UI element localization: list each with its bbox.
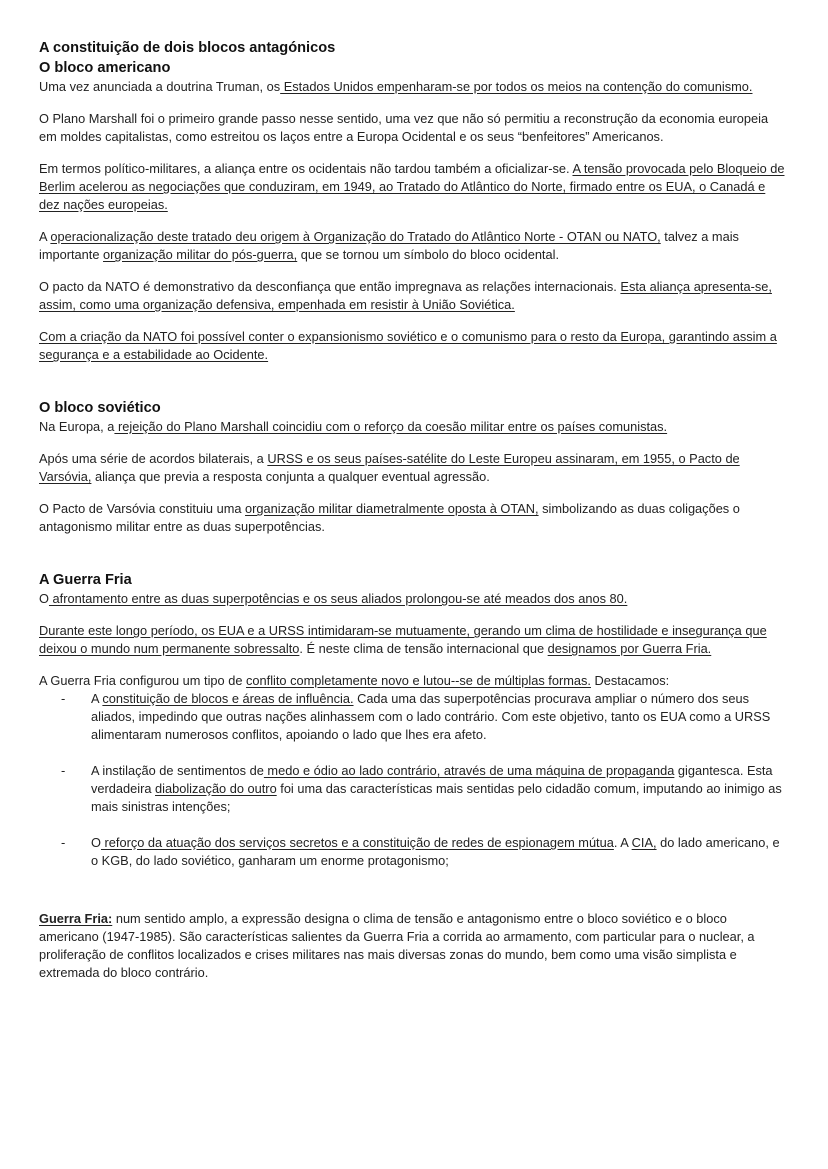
underlined-text: Estados Unidos empenharam-se por todos os meios na contenção do comunismo. [280, 79, 753, 94]
paragraph [39, 328, 789, 364]
text-run: A Guerra Fria configurou um tipo de [39, 673, 246, 688]
definition-term: Guerra Fria: [39, 911, 113, 926]
paragraph [39, 78, 789, 96]
text-run: A [91, 691, 103, 706]
paragraph [39, 672, 789, 690]
text-run: O [39, 591, 49, 606]
underlined-text: designamos por Guerra Fria. [547, 641, 712, 656]
underlined-text: Com a criação da NATO foi possível conter o expansionismo soviético e o comunismo para o resto da Europa, garantindo assim a segurança e a estabilidade ao Ocidente. [39, 329, 777, 362]
text-run: Na Europa, a [39, 419, 115, 434]
paragraph [39, 590, 789, 608]
text-run: . A [613, 835, 632, 850]
text-run: que se tornou um símbolo do bloco ocidental. [297, 247, 560, 262]
paragraph [39, 228, 789, 264]
paragraph [39, 160, 789, 214]
underlined-text: constituição de blocos e áreas de influência. [102, 691, 354, 706]
text-run: do lado americano, e o KGB, do lado soviético, ganharam um enorme protagonismo; [91, 835, 780, 868]
underlined-text: reforço da atuação dos serviços secretos e a constituição de redes de espionagem mútua [100, 835, 614, 850]
underlined-text: Durante este longo período, os EUA e a URSS intimidaram-se mutuamente, gerando um clima de hostilidade e insegurança que deixou o mundo num permanente sobressalto [39, 623, 767, 656]
bullet-list [39, 690, 789, 870]
text-run: A [39, 229, 51, 244]
list-item [39, 834, 789, 870]
underlined-text: diabolização do outro [155, 781, 277, 796]
dash-bullet: - [61, 835, 66, 850]
text-run: Uma vez anunciada a doutrina Truman, os [39, 79, 281, 94]
underlined-text: conflito completamente novo e lutou--se de múltiplas formas. [246, 673, 591, 688]
list-item [39, 762, 789, 816]
paragraph [39, 450, 789, 486]
paragraph [39, 278, 789, 314]
text-run: aliança que previa a resposta conjunta a qualquer eventual agressão. [91, 469, 490, 484]
text-run: foi uma das características mais sentidas pelo cidadão comum, imputando ao inimigo as mais sinistras intenções; [91, 781, 782, 814]
text-run: . É neste clima de tensão internacional que [299, 641, 548, 656]
underlined-text: Esta aliança apresenta-se, assim, como uma organização defensiva, empenhada em resistir à União Soviética. [39, 279, 772, 312]
underlined-text: CIA, [631, 835, 657, 850]
document-title: A constituição de dois blocos antagónicos [39, 40, 336, 56]
text-run: talvez a mais importante [39, 229, 739, 262]
section-heading-american-bloc: O bloco americano [39, 60, 171, 76]
text-run: O pacto da NATO é demonstrativo da desconfiança que então impregnava as relações internacionais. [39, 279, 621, 294]
underlined-text: URSS e os seus países-satélite do Leste Europeu assinaram, em 1955, o Pacto de Varsóvia, [39, 451, 740, 484]
text-run: A instilação de sentimentos de [91, 763, 264, 778]
underlined-text: organização militar do pós-guerra, [103, 247, 298, 262]
paragraph [39, 110, 789, 146]
text-run: Após uma série de acordos bilaterais, a [39, 451, 268, 466]
underlined-text: A tensão provocada pelo Bloqueio de Berlim acelerou as negociações que conduziram, em 1949, ao Tratado do Atlântico do Norte, firmado entre os EUA, o Canadá e dez nações europeias. [39, 161, 785, 212]
text-run: O [91, 835, 101, 850]
list-item [39, 690, 789, 744]
text-run: Em termos político-militares, a aliança entre os ocidentais não tardou também a oficializar-se. [39, 161, 573, 176]
paragraph [39, 622, 789, 658]
text-run: Cada uma das superpotências procurava ampliar o número dos seus aliados, impedindo que outras nações alinhassem com o lado contrário. Com este objetivo, tanto os EUA como a URSS alimentaram numerosos conflitos, apoiando o lado que lhes era afeto. [91, 691, 771, 742]
paragraph [39, 418, 789, 436]
text-run: Destacamos: [590, 673, 670, 688]
dash-bullet: - [61, 691, 66, 706]
definition-paragraph [39, 910, 789, 982]
section-heading-cold-war: A Guerra Fria [39, 572, 132, 588]
definition-text: num sentido amplo, a expressão designa o clima de tensão e antagonismo entre o bloco soviético e o bloco americano (1947-1985). São características salientes da Guerra Fria a corrida ao armamento, com particular para o nuclear, a proliferação de conflitos localizados e crises militares nas mais diversas zonas do mundo, bem como uma visão simplista e extremada do bloco contrário. [39, 911, 755, 980]
underlined-text: organização militar diametralmente oposta à OTAN, [245, 501, 539, 516]
underlined-text: medo e ódio ao lado contrário, através de uma máquina de propaganda [263, 763, 675, 778]
underlined-text: operacionalização deste tratado deu origem à Organização do Tratado do Atlântico Norte - OTAN ou NATO, [50, 229, 661, 244]
paragraph [39, 500, 789, 536]
text-run: gigantesca. Esta verdadeira [91, 763, 773, 796]
text-run: O Pacto de Varsóvia constituiu uma [39, 501, 246, 516]
dash-bullet: - [61, 763, 66, 778]
underlined-text: afrontamento entre as duas superpotências e os seus aliados prolongou-se até meados dos anos 80. [48, 591, 628, 606]
text-run: O Plano Marshall foi o primeiro grande passo nesse sentido, uma vez que não só permitiu a reconstrução da economia europeia em moldes capitalistas, como estreitou os laços entre a Europa Ocidental e os seus “benfeitores” Americanos. [39, 111, 769, 144]
section-heading-soviet-bloc: O bloco soviético [39, 400, 161, 416]
underlined-text: rejeição do Plano Marshall coincidiu com o reforço da coesão militar entre os países comunistas. [114, 419, 668, 434]
document-page [39, 38, 789, 982]
text-run: simbolizando as duas coligações o antagonismo militar entre as duas superpotências. [39, 501, 740, 534]
